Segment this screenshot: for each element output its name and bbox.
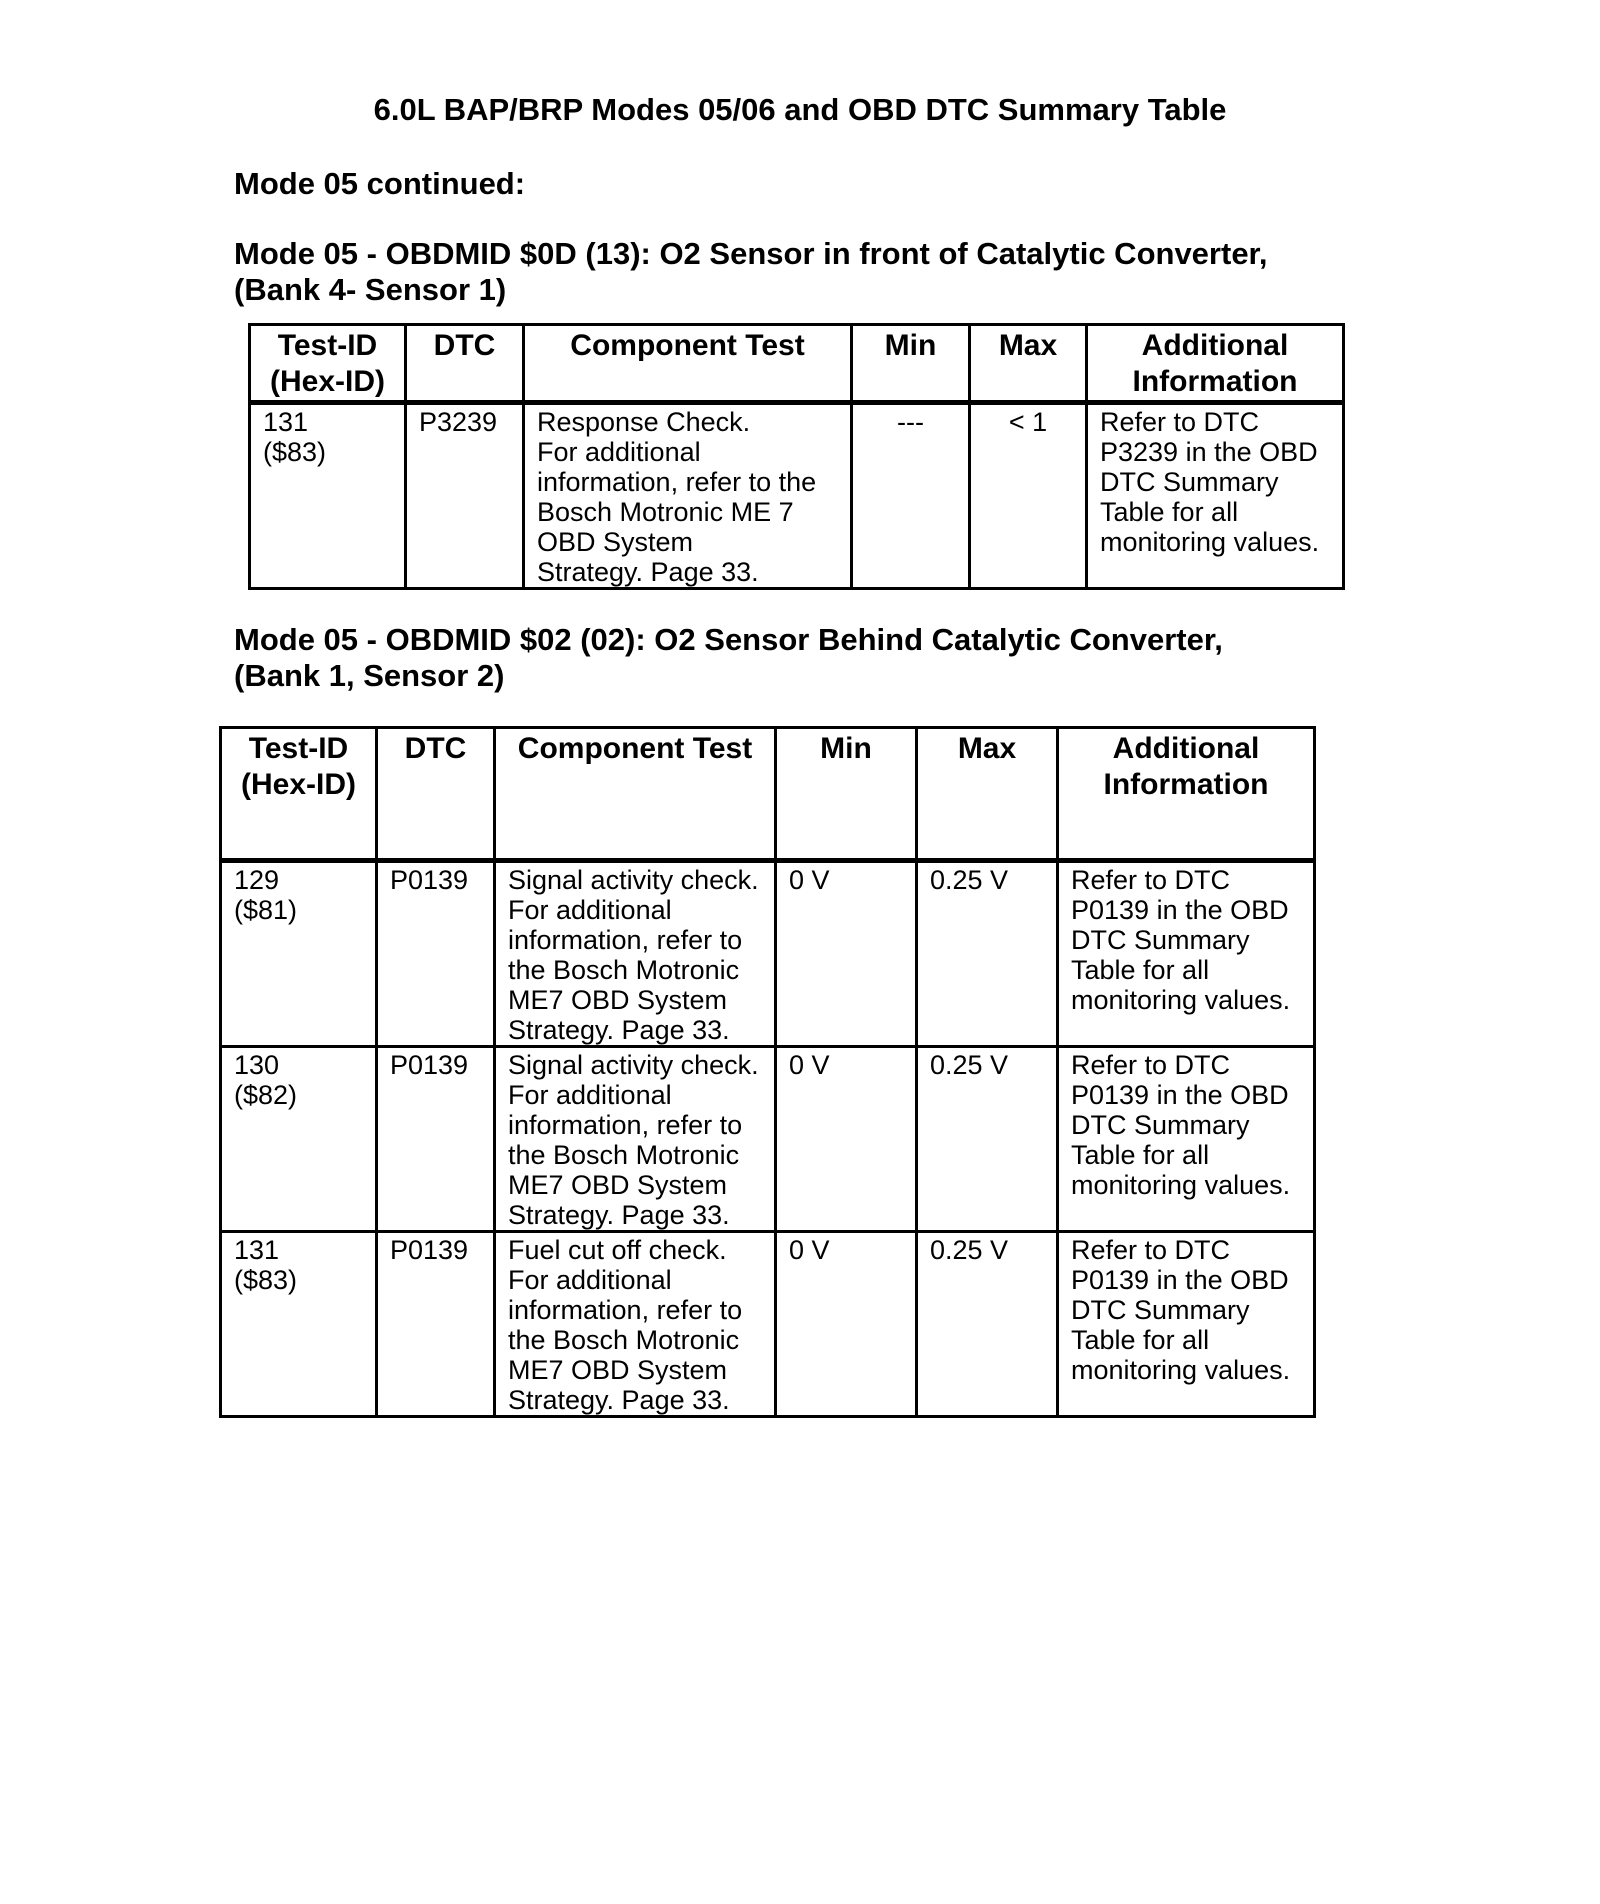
cell-additional-information: Refer to DTC P3239 in the OBD DTC Summary Table for all monitoring values. — [1087, 403, 1344, 589]
header-additional-information: Additional Information — [1058, 728, 1315, 861]
cell-component-test: Signal activity check. For additional information, refer to the Bosch Motronic ME7 OBD System Strategy. Page 33. — [495, 1047, 776, 1232]
cell-min: --- — [852, 403, 970, 589]
header-test-id: Test-ID (Hex-ID) — [221, 728, 377, 861]
section-1-title-line: Mode 05 - OBDMID $0D (13): O2 Sensor in front of Catalytic Converter, — [234, 236, 1268, 271]
section-2-title-line: Mode 05 - OBDMID $02 (02): O2 Sensor Behind Catalytic Converter, — [234, 622, 1223, 657]
cell-component-test: Signal activity check. For additional information, refer to the Bosch Motronic ME7 OBD System Strategy. Page 33. — [495, 861, 776, 1047]
cell-additional-information: Refer to DTC P0139 in the OBD DTC Summary Table for all monitoring values. — [1058, 861, 1315, 1047]
section-2-title-line: (Bank 1, Sensor 2) — [234, 658, 505, 693]
section-2-title — [234, 622, 1223, 694]
header-min: Min — [852, 325, 970, 403]
cell-test-id: 129 ($81) — [221, 861, 377, 1047]
document-title: 6.0L BAP/BRP Modes 05/06 and OBD DTC Summary Table — [373, 92, 1227, 127]
obdmid-02-table — [219, 726, 1316, 1418]
cell-additional-information: Refer to DTC P0139 in the OBD DTC Summary Table for all monitoring values. — [1058, 1232, 1315, 1417]
cell-additional-information: Refer to DTC P0139 in the OBD DTC Summary Table for all monitoring values. — [1058, 1047, 1315, 1232]
cell-component-test: Response Check. For additional information, refer to the Bosch Motronic ME 7 OBD System Strategy. Page 33. — [524, 403, 852, 589]
header-dtc: DTC — [377, 728, 495, 861]
cell-max: 0.25 V — [917, 1232, 1058, 1417]
header-component-test: Component Test — [524, 325, 852, 403]
cell-min: 0 V — [776, 1232, 917, 1417]
cell-dtc: P3239 — [406, 403, 524, 589]
table-row — [221, 1047, 1315, 1232]
section-1-title — [234, 236, 1268, 308]
header-additional-information: Additional Information — [1087, 325, 1344, 403]
cell-max: < 1 — [970, 403, 1087, 589]
cell-dtc: P0139 — [377, 1232, 495, 1417]
header-component-test: Component Test — [495, 728, 776, 861]
table-row — [221, 861, 1315, 1047]
cell-max: 0.25 V — [917, 861, 1058, 1047]
section-1-title-line: (Bank 4- Sensor 1) — [234, 272, 507, 307]
header-dtc: DTC — [406, 325, 524, 403]
cell-min: 0 V — [776, 1047, 917, 1232]
header-test-id: Test-ID (Hex-ID) — [250, 325, 406, 403]
cell-test-id: 130 ($82) — [221, 1047, 377, 1232]
header-max: Max — [917, 728, 1058, 861]
cell-test-id: 131 ($83) — [221, 1232, 377, 1417]
cell-component-test: Fuel cut off check. For additional information, refer to the Bosch Motronic ME7 OBD System Strategy. Page 33. — [495, 1232, 776, 1417]
cell-test-id: 131 ($83) — [250, 403, 406, 589]
mode-continued-heading: Mode 05 continued: — [234, 166, 526, 201]
cell-max: 0.25 V — [917, 1047, 1058, 1232]
cell-dtc: P0139 — [377, 1047, 495, 1232]
header-max: Max — [970, 325, 1087, 403]
table-header-row — [221, 728, 1315, 861]
cell-min: 0 V — [776, 861, 917, 1047]
cell-dtc: P0139 — [377, 861, 495, 1047]
table-header-row — [250, 325, 1344, 403]
header-min: Min — [776, 728, 917, 861]
table-row — [250, 403, 1344, 589]
obdmid-0d-table — [248, 323, 1345, 590]
table-row — [221, 1232, 1315, 1417]
